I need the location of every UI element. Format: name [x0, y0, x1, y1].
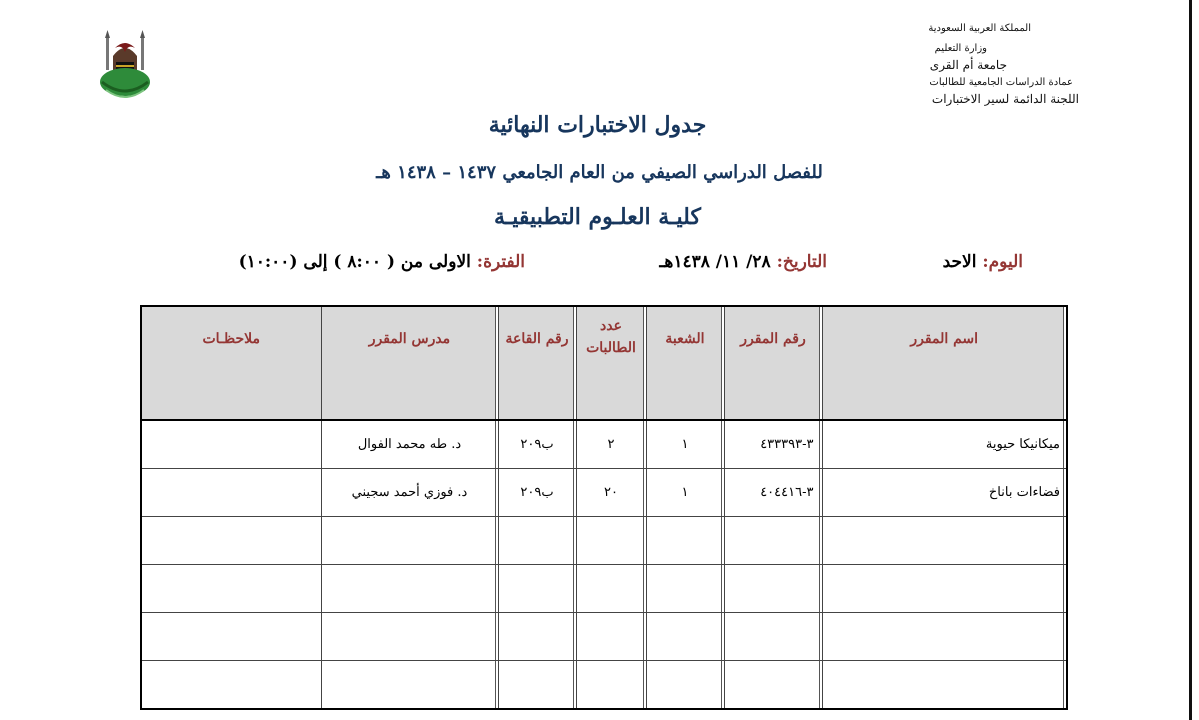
- day-value: الاحد: [942, 252, 977, 272]
- date-value: ٢٨/ ١١/ ١٤٣٨هـ: [659, 252, 771, 272]
- table-row: [141, 517, 1067, 565]
- table-row: [141, 565, 1067, 613]
- header-line-university: جامعة أم القرى: [929, 58, 1007, 72]
- header-section: الشعبة: [646, 306, 724, 420]
- cell-notes: [141, 420, 321, 469]
- cell-course-name: ميكانيكا حيوية: [822, 420, 1067, 469]
- header-course-name: اسم المقرر: [822, 306, 1067, 420]
- header-line-kingdom: المملكة العربية السعودية: [928, 23, 1031, 34]
- cell-course-number: [724, 661, 822, 710]
- cell-section: [646, 613, 724, 661]
- cell-course-name: [822, 661, 1067, 710]
- header-line-committee: اللجنة الدائمة لسير الاختبارات: [931, 92, 1079, 106]
- cell-course-number: [724, 565, 822, 613]
- header-students-line1: عدد: [600, 318, 622, 334]
- page-edge-divider: [1189, 0, 1192, 720]
- cell-notes: [141, 517, 321, 565]
- header-students-line2: الطالبات: [586, 340, 636, 356]
- cell-course-name: [822, 565, 1067, 613]
- table-row: [141, 469, 1067, 517]
- cell-section: [646, 565, 724, 613]
- cell-section: ١: [646, 469, 724, 517]
- cell-instructor: [321, 565, 498, 613]
- cell-instructor: د. طه محمد الفوال: [321, 420, 498, 469]
- exam-day: [943, 252, 1023, 272]
- cell-course-name: [822, 517, 1067, 565]
- table-row: [141, 420, 1067, 469]
- cell-notes: [141, 613, 321, 661]
- college-subtitle: كليـة العلـوم التطبيقيـة: [494, 204, 701, 230]
- header-line-deanship: عمادة الدراسات الجامعية للطالبات: [929, 77, 1073, 88]
- exam-period: [239, 252, 525, 272]
- cell-students: ٢: [576, 420, 646, 469]
- umm-al-qura-university-logo: [98, 30, 152, 106]
- cell-instructor: [321, 661, 498, 710]
- header-instructor: مدرس المقرر: [321, 306, 498, 420]
- cell-students: [576, 661, 646, 710]
- cell-instructor: [321, 517, 498, 565]
- table-row: [141, 613, 1067, 661]
- cell-course-number: ٣-٤٠٤٤١٦: [724, 469, 822, 517]
- semester-subtitle: للفصل الدراسي الصيفي من العام الجامعي ١٤٣٧ – ١٤٣٨ هـ: [376, 162, 823, 183]
- cell-course-number: ٣-٤٣٣٣٩٣: [724, 420, 822, 469]
- cell-notes: [141, 565, 321, 613]
- cell-course-number: [724, 613, 822, 661]
- table-row: [141, 661, 1067, 710]
- header-students-count: [576, 306, 646, 420]
- cell-room: [498, 613, 576, 661]
- page-title: جدول الاختبارات النهائية: [488, 112, 707, 138]
- cell-room: ب٢٠٩: [498, 420, 576, 469]
- cell-students: [576, 613, 646, 661]
- cell-course-name: [822, 613, 1067, 661]
- cell-section: ١: [646, 420, 724, 469]
- cell-instructor: [321, 613, 498, 661]
- cell-section: [646, 661, 724, 710]
- cell-room: [498, 517, 576, 565]
- cell-notes: [141, 469, 321, 517]
- cell-instructor: د. فوزي أحمد سجيني: [321, 469, 498, 517]
- exam-schedule-table: [140, 305, 1068, 710]
- ministry-header: [928, 20, 1079, 108]
- cell-notes: [141, 661, 321, 710]
- period-label: الفترة:: [476, 252, 525, 272]
- day-label: اليوم:: [982, 252, 1023, 272]
- cell-students: [576, 517, 646, 565]
- header-line-ministry: وزارة التعليم: [934, 43, 987, 54]
- cell-students: ٢٠: [576, 469, 646, 517]
- date-label: التاريخ:: [776, 252, 827, 272]
- cell-students: [576, 565, 646, 613]
- cell-room: [498, 565, 576, 613]
- exam-date: [659, 252, 827, 272]
- cell-room: [498, 661, 576, 710]
- period-value: الاولى من ( ٨:٠٠ ) إلى (١٠:٠٠): [238, 252, 471, 272]
- header-room: رقم القاعة: [498, 306, 576, 420]
- header-notes: ملاحظـات: [141, 306, 321, 420]
- table-header-row: [141, 306, 1067, 420]
- cell-course-name: فضاءات باناخ: [822, 469, 1067, 517]
- header-course-number: رقم المقرر: [724, 306, 822, 420]
- cell-course-number: [724, 517, 822, 565]
- cell-room: ب٢٠٩: [498, 469, 576, 517]
- cell-section: [646, 517, 724, 565]
